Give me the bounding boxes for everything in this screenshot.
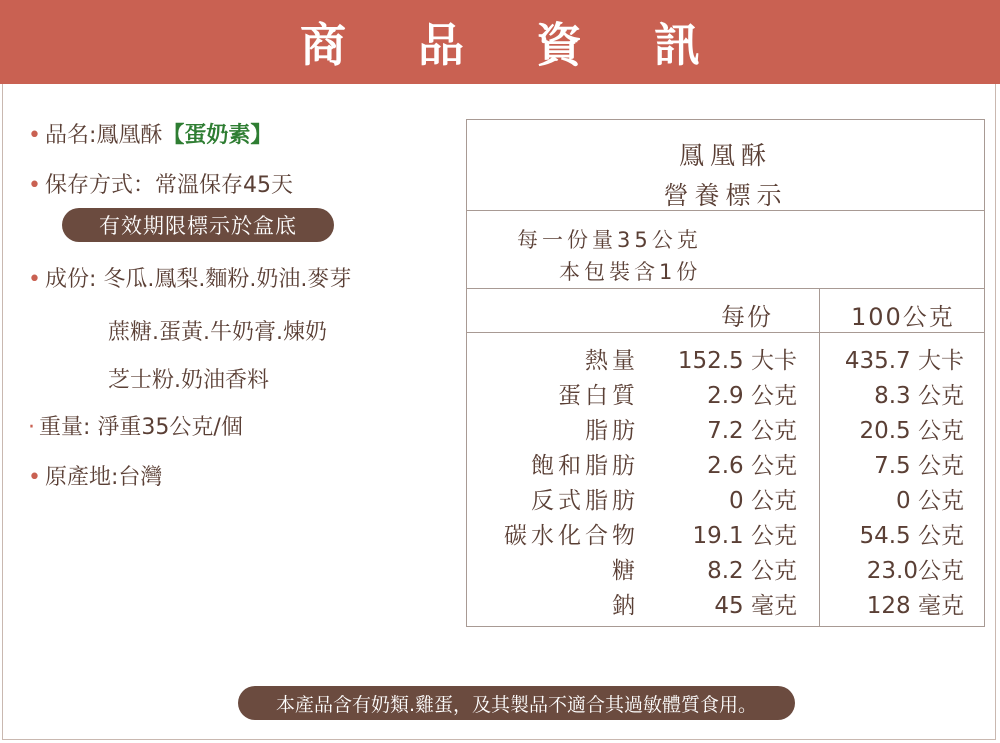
bullet-icon: • [28,123,41,148]
origin-value: 台灣 [118,465,163,490]
nutrition-row [467,412,984,447]
col-header-per-serving: 每份 [721,303,773,331]
ingredients-line [28,262,351,293]
weight-label: 重量: [39,415,91,440]
serving-size: 每一份量35公克 [517,228,702,252]
header-banner [0,0,1000,84]
nutrient-name: 糖 [612,558,639,584]
nutrition-subtitle: 營養標示 [663,181,788,210]
per-serving-value: 45 毫克 [714,593,797,619]
nutrition-table [466,119,985,627]
storage-value: 常溫保存45天 [155,173,293,198]
per-100g-value: 8.3 公克 [874,383,964,409]
nutrient-name: 飽和脂肪 [531,453,639,479]
per-serving-value: 152.5 大卡 [677,348,797,374]
ingredients-line-3 [108,363,269,394]
name-label: 品名: [44,123,97,148]
per-100g-value: 23.0公克 [866,558,964,584]
expiry-note-badge: 有效期限標示於盒底 [62,208,334,242]
weight-value: 淨重35公克/個 [97,415,243,440]
nutrient-name: 蛋白質 [558,383,639,409]
divider [467,210,984,211]
allergen-notice: 本產品含有奶類.雞蛋，及其製品不適合其過敏體質食用。 [238,686,795,720]
nutrition-row [467,482,984,517]
diet-tag: 【蛋奶素】 [162,123,273,148]
origin-label: 原產地: [44,465,119,490]
nutrition-row [467,517,984,552]
nutrition-row [467,552,984,587]
product-name-line [28,118,272,149]
nutrient-name: 脂肪 [585,418,639,444]
nutrition-product-title: 鳳凰酥 [678,141,772,170]
per-serving-value: 19.1 公克 [692,523,797,549]
per-100g-value: 54.5 公克 [859,523,964,549]
col-header-per-100g: 100公克 [851,303,955,331]
ingredients-value-1: 冬瓜.鳳梨.麵粉.奶油.麥芽 [103,267,352,292]
nutrition-row [467,342,984,377]
nutrition-row [467,377,984,412]
bullet-icon: • [28,173,41,198]
nutrient-name: 鈉 [612,593,639,619]
per-100g-value: 0 公克 [896,488,964,514]
weight-line [28,410,243,441]
origin-line [28,460,162,491]
bullet-icon: • [28,267,41,292]
per-serving-value: 2.6 公克 [707,453,797,479]
nutrient-name: 熱量 [585,348,639,374]
storage-line [28,168,293,199]
ingredients-value-2: 蔗糖.蛋黃.牛奶膏.煉奶 [108,320,327,345]
nutrient-name: 反式脂肪 [531,488,639,514]
ingredients-value-3: 芝士粉.奶油香料 [108,368,269,393]
per-serving-value: 8.2 公克 [707,558,797,584]
nutrition-row [467,587,984,622]
per-serving-value: 7.2 公克 [707,418,797,444]
per-serving-value: 0 公克 [729,488,797,514]
per-serving-value: 2.9 公克 [707,383,797,409]
page-title: 商 品 資 訊 [299,18,729,72]
ingredients-label: 成份: [44,267,97,292]
divider [467,288,984,289]
per-100g-value: 435.7 大卡 [844,348,964,374]
bullet-icon: · [28,415,35,440]
per-100g-value: 20.5 公克 [859,418,964,444]
nutrient-name: 碳水化合物 [504,523,639,549]
bullet-icon: • [28,465,41,490]
ingredients-line-2 [108,315,327,346]
divider [467,332,984,333]
servings-per-package: 本包裝含1份 [559,260,702,284]
per-100g-value: 7.5 公克 [874,453,964,479]
nutrition-row [467,447,984,482]
name-value: 鳳凰酥 [96,123,163,148]
storage-label: 保存方式： [44,173,155,198]
per-100g-value: 128 毫克 [866,593,964,619]
